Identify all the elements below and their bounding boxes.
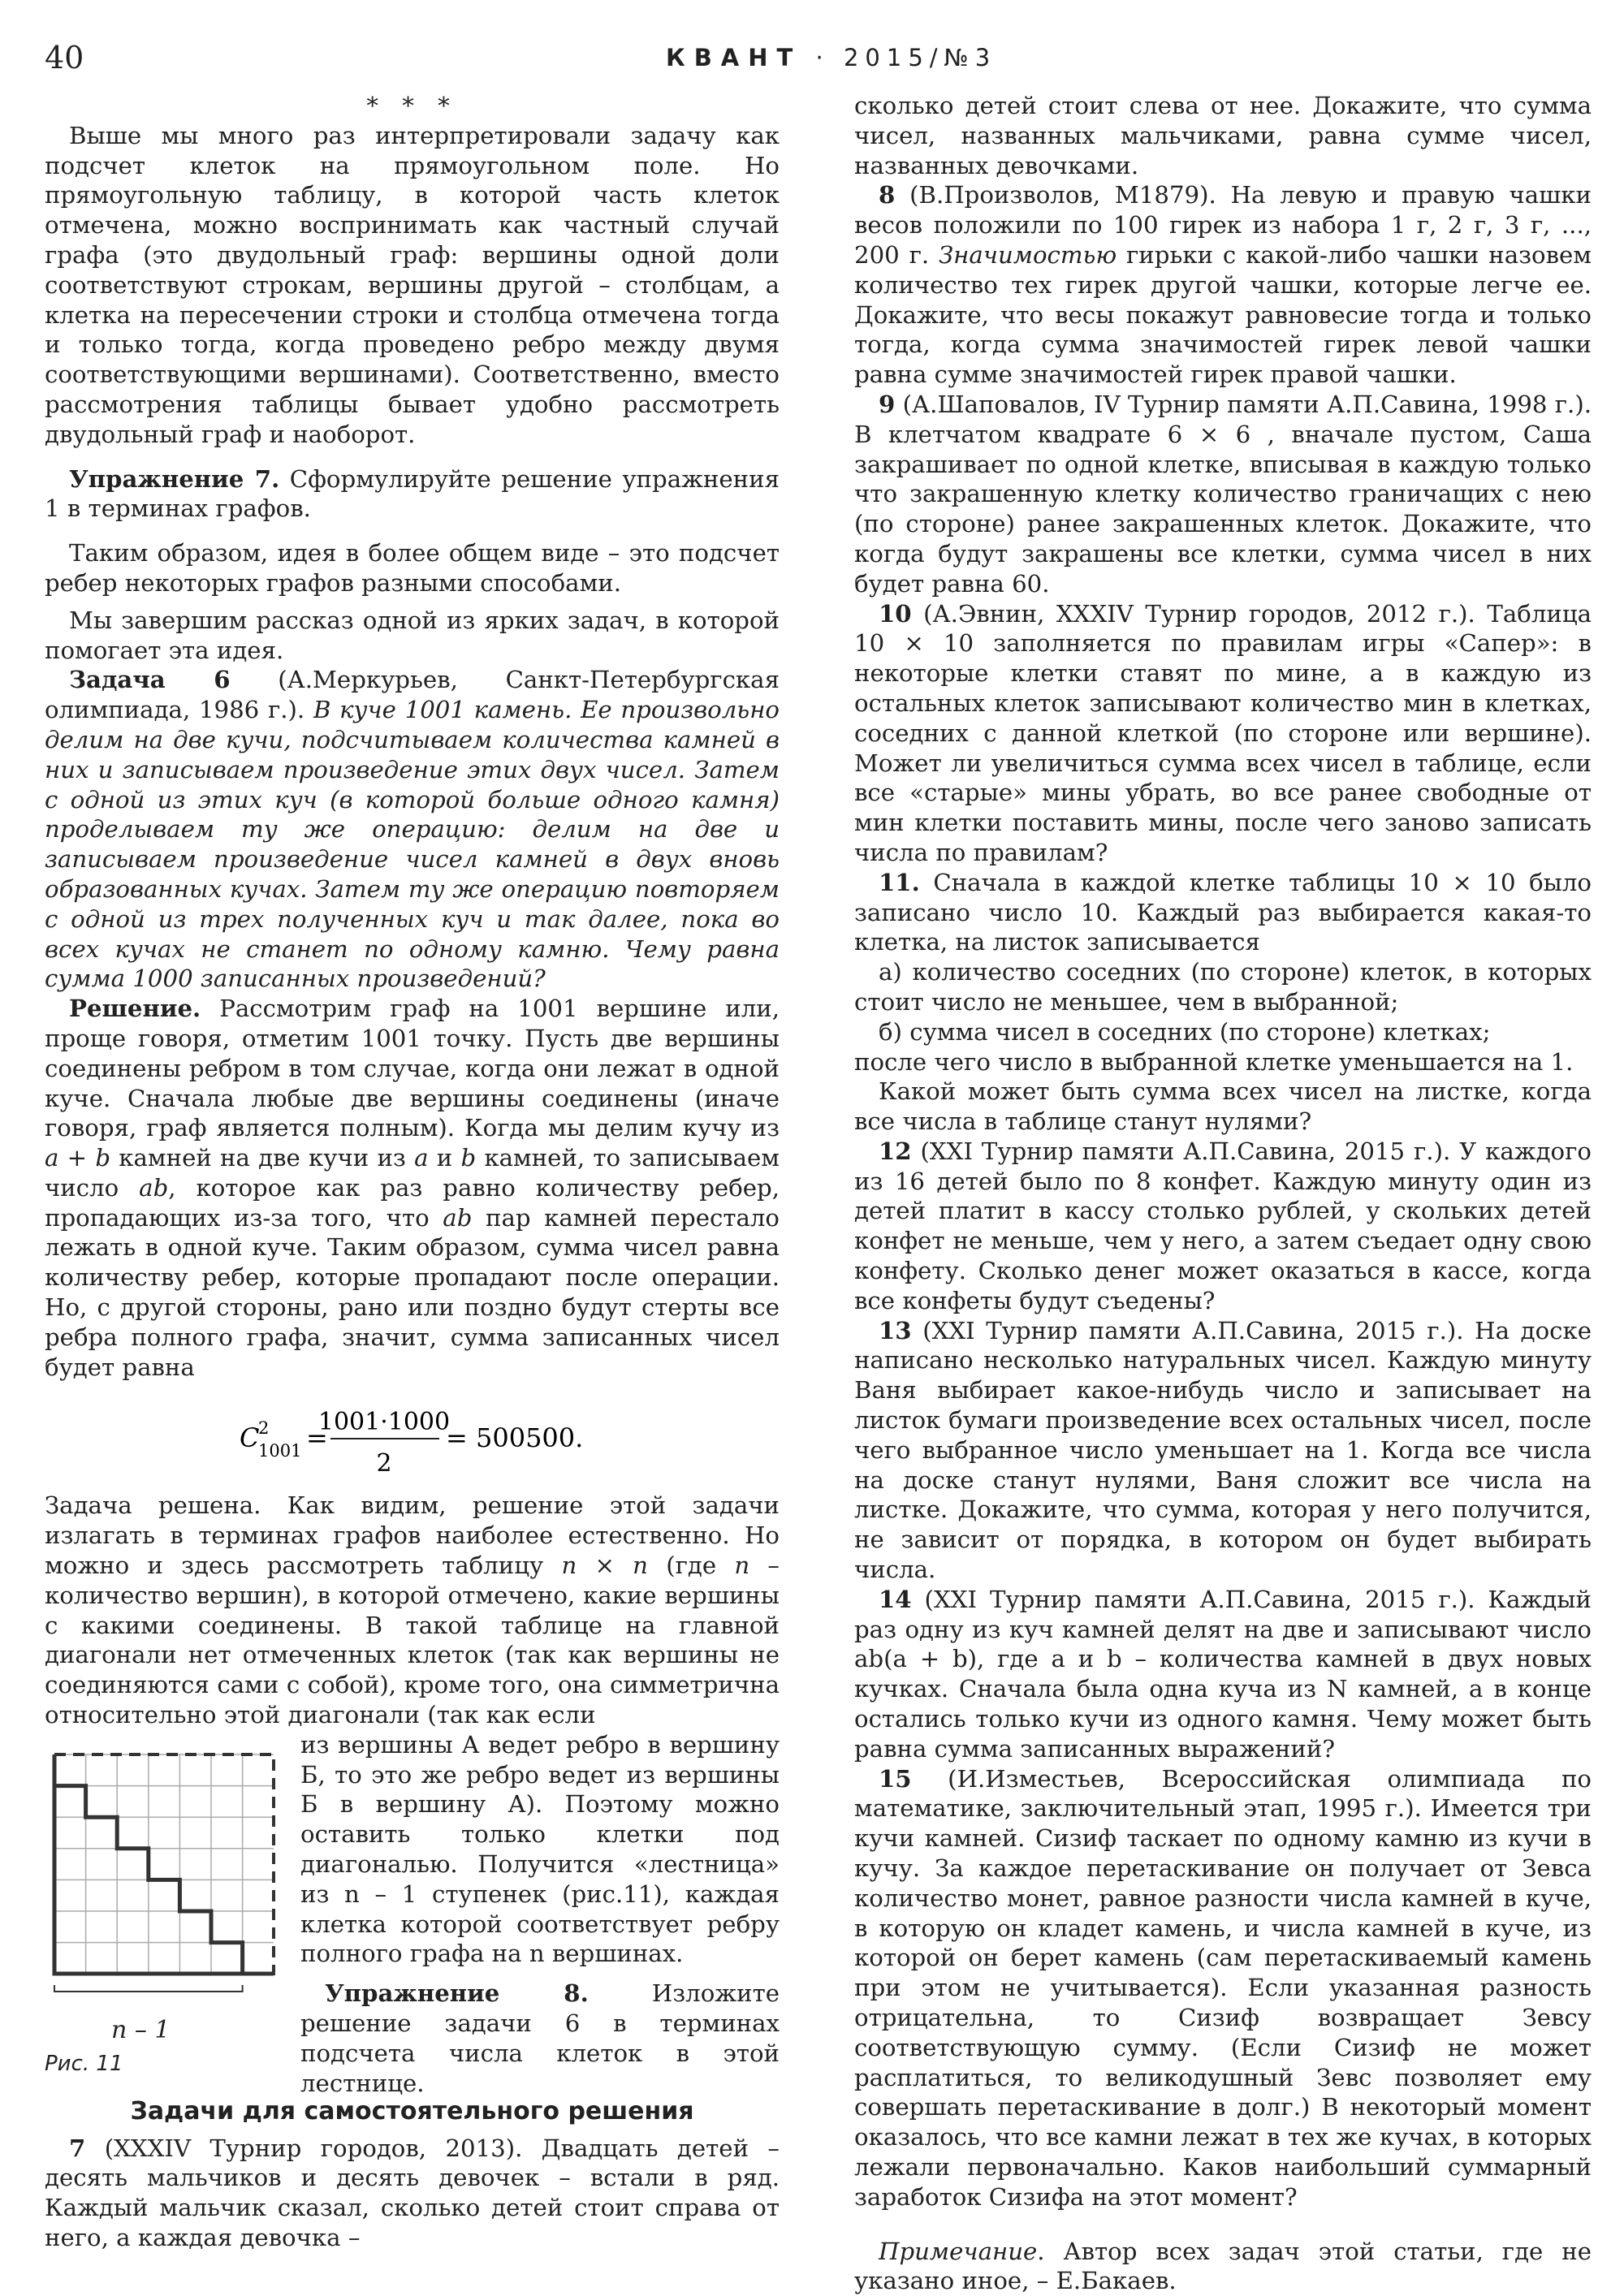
task-15-text: (И.Изместьев, Всероссийская олимпиада по математике, заключительный этап, 1995 г.). Имеется три кучи камней. Сизиф таскает по одному камню из кучи в кучу. За каждое перетаскивание он получает от Зевса количество монет, равное разности числа камней в куче, в которую он кладет камень, и числа камней в куче, из которой он берет камень (сам перетаскиваемый камень при этом не учитывается). Если указанная разность отрицательна, то Сизиф возвращает Зевсу соответствующую сумму. (Если Сизиф не может расплатиться, то великодушный Зевс позволяет ему совершать перетаскивание в долг.) В некоторый момент оказалось, что все камни лежат в тех же кучах, в которых лежали первоначально. Каков наибольший суммарный заработок Сизифа на этот момент? (854, 1764, 1592, 2211)
width-bracket (54, 1985, 243, 1992)
formula-denominator: 2 (376, 1449, 392, 1478)
section-separator: * * * (366, 92, 458, 119)
solution-text-3: и (428, 1144, 461, 1172)
task-8 (854, 180, 1592, 390)
task-8-term: Значимостью (939, 240, 1117, 269)
task-7-continuation: сколько детей стоит слева от нее. Докажите, что сумма чисел, названных мальчиками, равна сумме чисел, названных девочками. (854, 92, 1592, 179)
task-7 (45, 2134, 780, 2253)
problem-6 (45, 665, 780, 994)
task-10-text: (А.Эвнин, XXXIV Турнир городов, 2012 г.). Таблица 10 × 10 заполняется по правилам игры «Сапер»: в некоторые клетки ставят по мине, а в каждую из остальных клеток записывают количество мин в клетках, соседних с данной клеткой (по стороне или вершине). Может ли увеличиться сумма всех чисел в таблице, если все «старые» мины убрать, во все ранее свободные от мин клетки поставить мины, после чего заново записать числа по правилам? (854, 599, 1592, 866)
math-n-by-n: n × n (561, 1552, 648, 1580)
task-12-number: 12 (879, 1137, 912, 1165)
math-ab: ab (139, 1173, 169, 1202)
task-10-number: 10 (879, 599, 912, 628)
task-13 (854, 1316, 1592, 1585)
task-14 (854, 1585, 1592, 1764)
figure-side-text (300, 1730, 780, 2099)
running-header (666, 46, 996, 70)
task-12 (854, 1137, 1592, 1316)
solution-6 (45, 994, 780, 1382)
author-note (854, 2237, 1592, 2296)
formula-eq: = (306, 1422, 328, 1454)
figure-11-block (45, 1730, 780, 2097)
task-8-text-2: гирьки с какой-либо чашки назовем количество тех гирек другой чашки, которые легче ее. Докажите, что весы покажут равновесие тогда и только тогда, когда сумма значимостей гирек левой чашки равна сумме значимостей гирек правой чашки. (854, 240, 1592, 389)
staircase-figure (45, 1730, 288, 2039)
exercise-8-text: Изложите решение задачи 6 в терминах подсчета числа клеток в этой лестнице. (300, 1979, 780, 2097)
solution-text-5: , которое как раз равно количеству ребер, пропадающих из-за того, что (45, 1173, 780, 1232)
formula-sup: 2 (258, 1418, 270, 1439)
task-14-text: (XXI Турнир памяти А.П.Савина, 2015 г.). Каждый раз одну из куч камней делят на две и записывают число ab(a + b), где a и b – количества камней в двух новых кучках. Сначала была одна куча из N камней, а в конце остались только кучи из одного камня. Чему может быть равна сумма записанных выражений? (854, 1585, 1592, 1763)
formula-svg (45, 1393, 780, 1481)
task-7-number: 7 (69, 2134, 86, 2162)
issue-number: · 2015/№3 (815, 44, 997, 71)
binomial-formula (45, 1393, 780, 1481)
task-9-text: (А.Шаповалов, IV Турнир памяти А.П.Савина, 1998 г.). В клетчатом квадрате 6 × 6 , вначале пустом, Саша закрашивает по одной клетке, вписывая в каждую только что закрашенную клетку количество граничащих с нею (по стороне) ранее закрашенных клеток. Докажите, что когда будут закрашены все клетки, сумма чисел в них будет равна 60. (854, 390, 1592, 598)
task-11-after: после чего число в выбранной клетке уменьшается на 1. (854, 1047, 1574, 1076)
task-11 (854, 868, 1592, 957)
exercise-7 (45, 464, 780, 524)
task-12-text: (XXI Турнир памяти А.П.Савина, 2015 г.). У каждого из 16 детей было по 8 конфет. Каждую минуту один из детей платит в кассу столько рублей, у скольких детей конфет не меньше, чем у него, а затем съедает одну свою конфету. Сколько денег может оказаться в кассе, когда все конфеты будут съедены? (854, 1137, 1592, 1314)
paragraph-bipartite: Выше мы много раз интерпретировали задачу как подсчет клеток на прямоугольном поле. Но прямоугольную таблицу, в которой часть клеток отмечена, можно воспринимать как частный случай графа (это двудольный граф: вершины одной доли соответствуют строкам, вершины другой – столбцам, а клетка на пересечении строки и столбца отмечена тогда и только тогда, когда проведено ребро между двумя соответствующими вершинами). Соответственно, вместо рассмотрения таблицы бывает удобно рассмотреть двудольный граф и наоборот. (45, 121, 780, 448)
solution-text-6: пар камней перестало лежать в одной куче. Таким образом, сумма чисел равна количеству ребер, которые пропадают после операции. Но, с другой стороны, рано или поздно будут стерты все ребра полного графа, значит, сумма записанных чисел будет равна (45, 1203, 780, 1381)
task-10 (854, 599, 1592, 868)
solution-text-2: камней на две кучи из (110, 1144, 415, 1172)
task-15 (854, 1764, 1592, 2212)
task-15-number: 15 (879, 1764, 912, 1793)
exercise-8 (300, 1979, 780, 2098)
section-title: Задачи для самостоятельного решения (130, 2096, 694, 2126)
formula-c: C (240, 1422, 260, 1454)
exercise-7-label: Упражнение 7. (69, 464, 280, 493)
task-9-number: 9 (879, 390, 896, 418)
formula-result: = 500500. (446, 1422, 584, 1454)
task-9 (854, 390, 1592, 599)
task-8-text: На левую и правую чашки весов положили по 100 гирек из набора 1 г, 2 г, 3 г, ..., 200 г. (854, 181, 1592, 269)
formula-numerator: 1001·1000 (317, 1408, 451, 1437)
math-a-plus-b: a + b (45, 1144, 111, 1172)
task-8-number: 8 (879, 181, 896, 209)
solution-label: Решение. (69, 995, 201, 1023)
task-11-item-a: а) количество соседних (по стороне) клеток, в которых стоит число не меньшее, чем в выбранной; (854, 958, 1592, 1016)
figure-side-paragraph: из вершины А ведет ребро в вершину Б, то это же ребро ведет из вершины Б в вершину А). Поэтому можно оставить только клетки под диагональю. Получится «лестница» из n – 1 ступенек (рис.11), каждая клетка которой соответствует ребру полного графа на n вершинах. (300, 1730, 780, 1968)
task-11-question: Какой может быть сумма всех чисел на листке, когда все числа в таблице станут нулями? (854, 1077, 1592, 1136)
math-n: n (734, 1552, 750, 1580)
figure-caption: Рис. 11 (45, 2051, 123, 2076)
task-8-source: (В.Произволов, М1879). (895, 181, 1231, 209)
table-text-2: (где (647, 1552, 735, 1580)
math-ab-pairs: ab (443, 1203, 473, 1232)
note-text: . Автор всех задач этой статьи, где не указано иное, – Е.Бакаев. (854, 2237, 1592, 2295)
figure-label-n-minus-1: n – 1 (111, 2015, 171, 2044)
table-text-3: – количество вершин), в которой отмечено, какие вершины с какими соединены. В такой таблице на главной диагонали нет отмеченных клеток (так как вершины не соединяются сами с собой), кроме того, она симметрична относительно этой диагонали (так как если (45, 1552, 780, 1729)
problem-6-label: Задача 6 (69, 666, 231, 694)
math-a: a (414, 1144, 429, 1172)
paragraph-table (45, 1491, 780, 1729)
math-b: b (460, 1144, 477, 1172)
task-13-number: 13 (879, 1316, 912, 1344)
formula-sub: 1001 (258, 1441, 302, 1461)
task-11-text: Сначала в каждой клетке таблицы 10 × 10 было записано число 10. Каждый раз выбирается какая-то клетка, на листок записывается (854, 868, 1592, 956)
task-11-number: 11. (879, 868, 920, 896)
exercise-7-text: Сформулируйте решение упражнения 1 в терминах графов. (45, 464, 780, 523)
task-14-number: 14 (879, 1585, 912, 1613)
right-column (854, 91, 1592, 2296)
task-11-item-b: б) сумма чисел в соседних (по стороне) клетках; (879, 1017, 1491, 1046)
task-7-text: (XXXIV Турнир городов, 2013). Двадцать детей – десять мальчиков и десять девочек – встали в ряд. Каждый мальчик сказал, сколько детей стоит справа от него, а каждая девочка – (45, 2134, 780, 2252)
page-number: 40 (45, 40, 84, 76)
task-13-text: (XXI Турнир памяти А.П.Савина, 2015 г.). На доске написано несколько натуральных чисел. Каждую минуту Ваня выбирает какое-нибудь число и записывает на листок бумаги произведение всех остальных чисел, после чего выбранное число уменьшает на 1. Когда все числа на доске станут нулями, Ваня сложит все числа на листке. Докажите, что сумма, которая у него получится, не зависит от порядка, в котором он будет выбирать числа. (854, 1316, 1592, 1584)
exercise-8-label: Упражнение 8. (325, 1979, 589, 2008)
left-column (45, 91, 780, 2253)
journal-name: КВАНТ (666, 44, 802, 71)
paragraph-idea: Таким образом, идея в более общем виде – это подсчет ребер некоторых графов разными способами. (45, 539, 780, 597)
paragraph-intro: Мы завершим рассказ одной из ярких задач, в которой помогает эта идея. (45, 606, 780, 664)
problem-6-statement: В куче 1001 камень. Ее произвольно делим на две кучи, подсчитываем количества камней в них и записываем произведение этих двух чисел. Затем с одной из этих куч (в которой больше одного камня) проделываем ту же операцию: делим на две и записываем произведение чисел камней в двух вновь образованных кучах. Затем ту же операцию повторяем с одной из трех полученных куч и так далее, пока во всех кучах не станет по одному камню. Чему равна сумма 1000 записанных произведений? (45, 696, 780, 993)
table-text-1: Задача решена. Как видим, решение этой задачи излагать в терминах графов наиболее естественно. Но можно и здесь рассмотреть таблицу (45, 1491, 780, 1580)
solution-text-4: камней, то записываем число (45, 1144, 780, 1202)
solution-text-1: Рассмотрим граф на 1001 вершине или, проще говоря, отметим 1001 точку. Пусть две вершины соединены ребром в том случае, когда они лежат в одной куче. Сначала любые две вершины соединены (иначе говоря, граф является полным). Когда мы делим кучу из (45, 995, 780, 1142)
note-label: Примечание (879, 2237, 1038, 2265)
problem-6-source: (А.Меркурьев, Санкт-Петербургская олимпиада, 1986 г.). (45, 666, 780, 724)
